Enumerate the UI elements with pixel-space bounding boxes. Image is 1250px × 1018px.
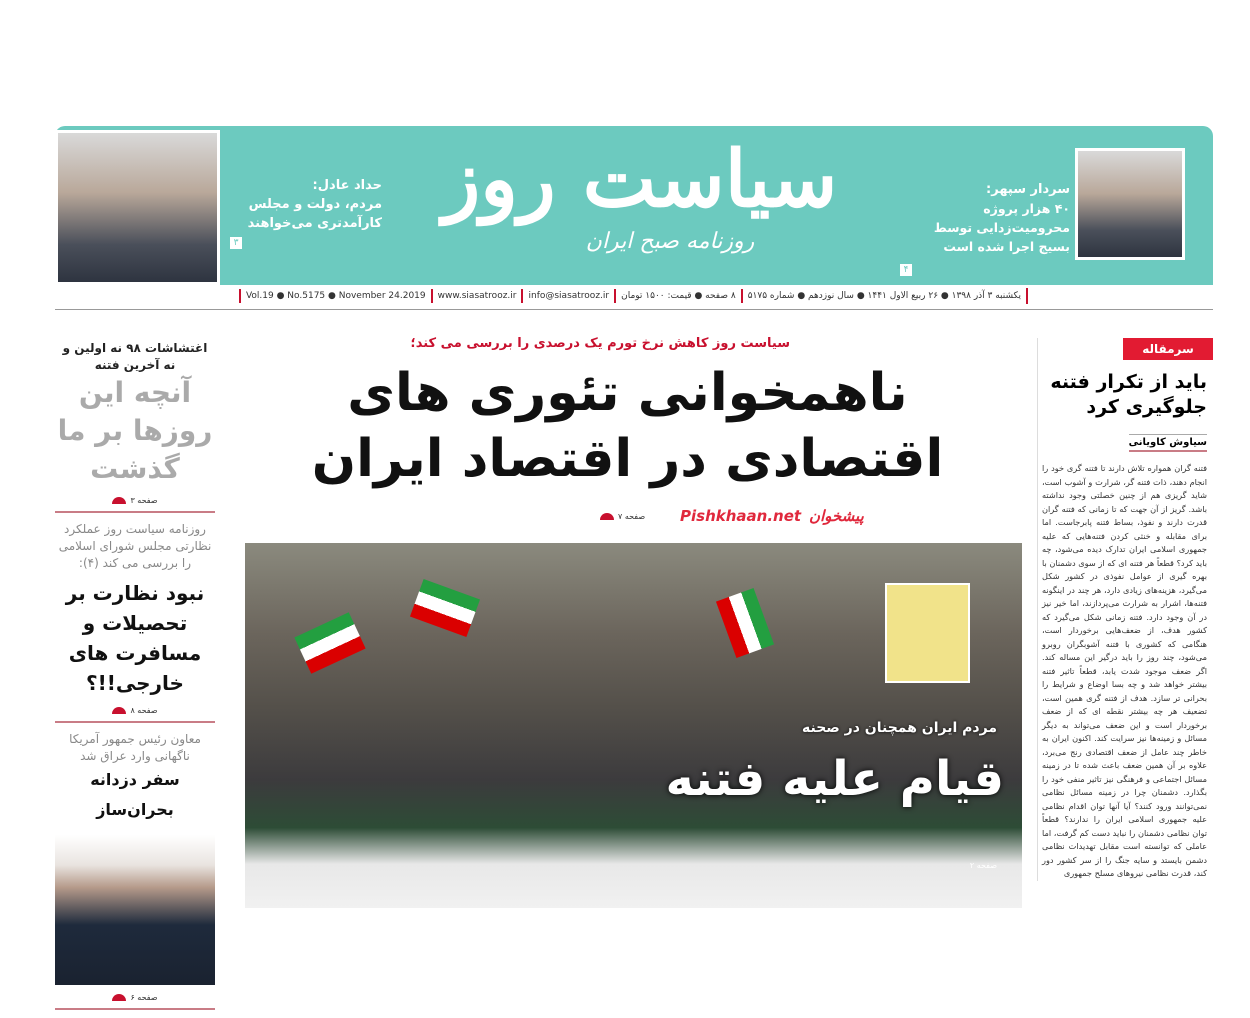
flag (410, 579, 480, 637)
teaser-text: ۴۰ هزار پروژه محرومیت‌زدایی توسط بسیج اجرا شده است (933, 201, 1070, 254)
teaser-page: ۳ (230, 237, 242, 249)
story-title: نبود نظارت بر تحصیلات و مسافرت های خارجی!!؟ (65, 581, 205, 695)
left-column (55, 340, 215, 1018)
photo-page-ref: صفحه ۲ (969, 861, 997, 870)
logo-text: سیاست روز (442, 134, 838, 225)
editorial-author: سیاوش کاویانی (1129, 434, 1207, 452)
teaser-right[interactable] (900, 180, 1070, 276)
teaser-left[interactable] (222, 176, 382, 249)
main-headline[interactable]: ناهمخوانی تئوری های اقتصادی در اقتصاد ایران (311, 363, 944, 489)
page-ref (55, 993, 215, 1002)
editorial-label: سرمقاله (1123, 338, 1213, 360)
rally-photo[interactable] (245, 543, 1022, 908)
email-link[interactable]: info@siasatrooz.ir (528, 291, 610, 301)
page-marker-icon (112, 707, 126, 714)
story-kicker: معاون رئیس جمهور آمریکا ناگهانی وارد عراق شد (69, 732, 201, 763)
story-kicker: اغتشاشات ۹۸ نه اولین و نه آخرین فتنه (62, 341, 208, 372)
story-2[interactable] (55, 521, 215, 715)
story-3[interactable] (55, 731, 215, 1002)
page-ref (600, 512, 645, 521)
sepehr-portrait (1075, 148, 1185, 260)
story-1[interactable] (55, 340, 215, 505)
editorial-column (1037, 338, 1215, 881)
photo-kicker: مردم ایران همچنان در صحنه (801, 720, 997, 736)
watermark-fa: پیشخوان (809, 507, 864, 525)
watermark (680, 506, 864, 526)
teaser-page: ۴ (900, 264, 912, 276)
editorial-title[interactable]: باید از تکرار فتنه جلوگیری کرد (1050, 371, 1207, 418)
page-marker-icon (112, 497, 126, 504)
page-ref-label: صفحه ۶ (130, 993, 158, 1002)
page-marker-icon (112, 994, 126, 1001)
page-ref-label: صفحه ۳ (130, 496, 158, 505)
story-title: سفر دزدانه بحران‌ساز (90, 770, 180, 819)
flag (716, 588, 774, 658)
issue-price: ۸ صفحه ● قیمت: ۱۵۰۰ تومان (621, 291, 736, 301)
logo-subtitle: روزنامه صبح ایران (585, 229, 755, 254)
photo-title: قیام علیه فتنه (665, 751, 1004, 807)
story-kicker: روزنامه سیاست روز عملکرد نظارتی مجلس شورای اسلامی را بررسی می کند (۴): (58, 522, 212, 570)
main-kicker: سیاست روز کاهش نرخ تورم یک درصدی را بررسی می کند؛ (410, 336, 790, 351)
haddad-portrait (55, 130, 220, 285)
masthead-logo (440, 132, 840, 282)
divider (55, 511, 215, 513)
protest-sign (885, 583, 970, 683)
page-ref (55, 496, 215, 505)
divider (55, 309, 1213, 310)
editorial-body: فتنه گران همواره تلاش دارند تا فتنه گری خود را انجام دهند، ذات فتنه گر، شرارت و آشوب است، شاید گریزی هم از چنین خصلتی وجود نداشته باشد. گریز از آن جهت که تا زمانی که فتنه گران قدرت دارند و نفوذ، بساط فتنه پابرجاست. اما برای مقابله و خنثی کردن فتنه‌هایی که علیه جمهوری اسلامی ایران تدارک دیده می‌شود، چه باید کرد؟ قطعاً هر فتنه ای که از سوی دشمنان با بهره گیری از عوامل نفوذی در کشور شکل می‌گیرد، هزینه‌های زیادی دارد، هر چند در اینگونه فتنه‌ها، اشرار به شرارت می‌پردازند، اما خیر نیز در آن وجود دارد. فتنه زمانی شکل می‌گیرد که کشور هدف، از ضعف‌هایی برخوردار است، هنگامی که کشوری با فتنه آشوبگران روبرو می‌شود، چند روز را باید درگیر این مساله کند. اگر ضعف موجود شدت یابد، قطعاً تاثیر فتنه بیشتر خواهد شد و چه بسا اوضاع و شرایط را بحرانی تر سازد. هدف از فتنه گری همین است، تضعیف هر چه بیشتر نقطه ای که از ضعف برخوردار است و این ضعف می‌تواند به دیگر مسائل و زمینه‌ها نیز سرایت کند. اکنون ایران به خاطر چند عامل از ضعف اقتصادی رنج می‌برد، علاوه بر آن همین ضعف باعث شده تا در زمینه مسائل اجتماعی و فرهنگی نیز تاثیر منفی خود را بگذارد. دشمنان چرا در زمینه مسائل نظامی نمی‌توانند ورود کنند؟ آیا آنها توان اقدام نظامی علیه جمهوری اسلامی ایران را ندارند؟ قطعاً توان نظامی دشمنان را نباید دست کم گرفت، اما عاملی که توانسته است مقابل تهدیدات نظامی دشمن بایستد و سایه جنگ را از سر کشور دور کند، قدرت نظامی نیروهای مسلح جمهوری (1042, 463, 1207, 878)
story-title: آنچه این روزها بر ما گذشت (57, 376, 213, 485)
page-marker-icon (600, 513, 614, 520)
issue-english: Vol.19 ● No.5175 ● November 24.2019 (245, 291, 426, 301)
divider (55, 1008, 215, 1010)
page-ref-label: صفحه ۸ (130, 706, 158, 715)
page-ref-label: صفحه ۷ (618, 512, 646, 521)
issue-date: یکشنبه ۳ آذر ۱۳۹۸ ● ۲۶ ربیع الاول ۱۴۴۱ ● سال نوزدهم ● شماره ۵۱۷۵ (747, 291, 1021, 301)
watermark-en: Pishkhaan.net (680, 507, 802, 525)
teaser-name: حداد عادل: (312, 178, 382, 193)
page-ref (55, 706, 215, 715)
teaser-name: سردار سپهر: (986, 182, 1070, 197)
info-bar (228, 288, 1028, 304)
flag (294, 612, 365, 674)
teaser-text: مردم، دولت و مجلس کارآمدتری می‌خواهند (247, 197, 382, 231)
divider (55, 721, 215, 723)
website-link[interactable]: www.siasatrooz.ir (437, 291, 517, 301)
pence-photo (55, 835, 215, 985)
